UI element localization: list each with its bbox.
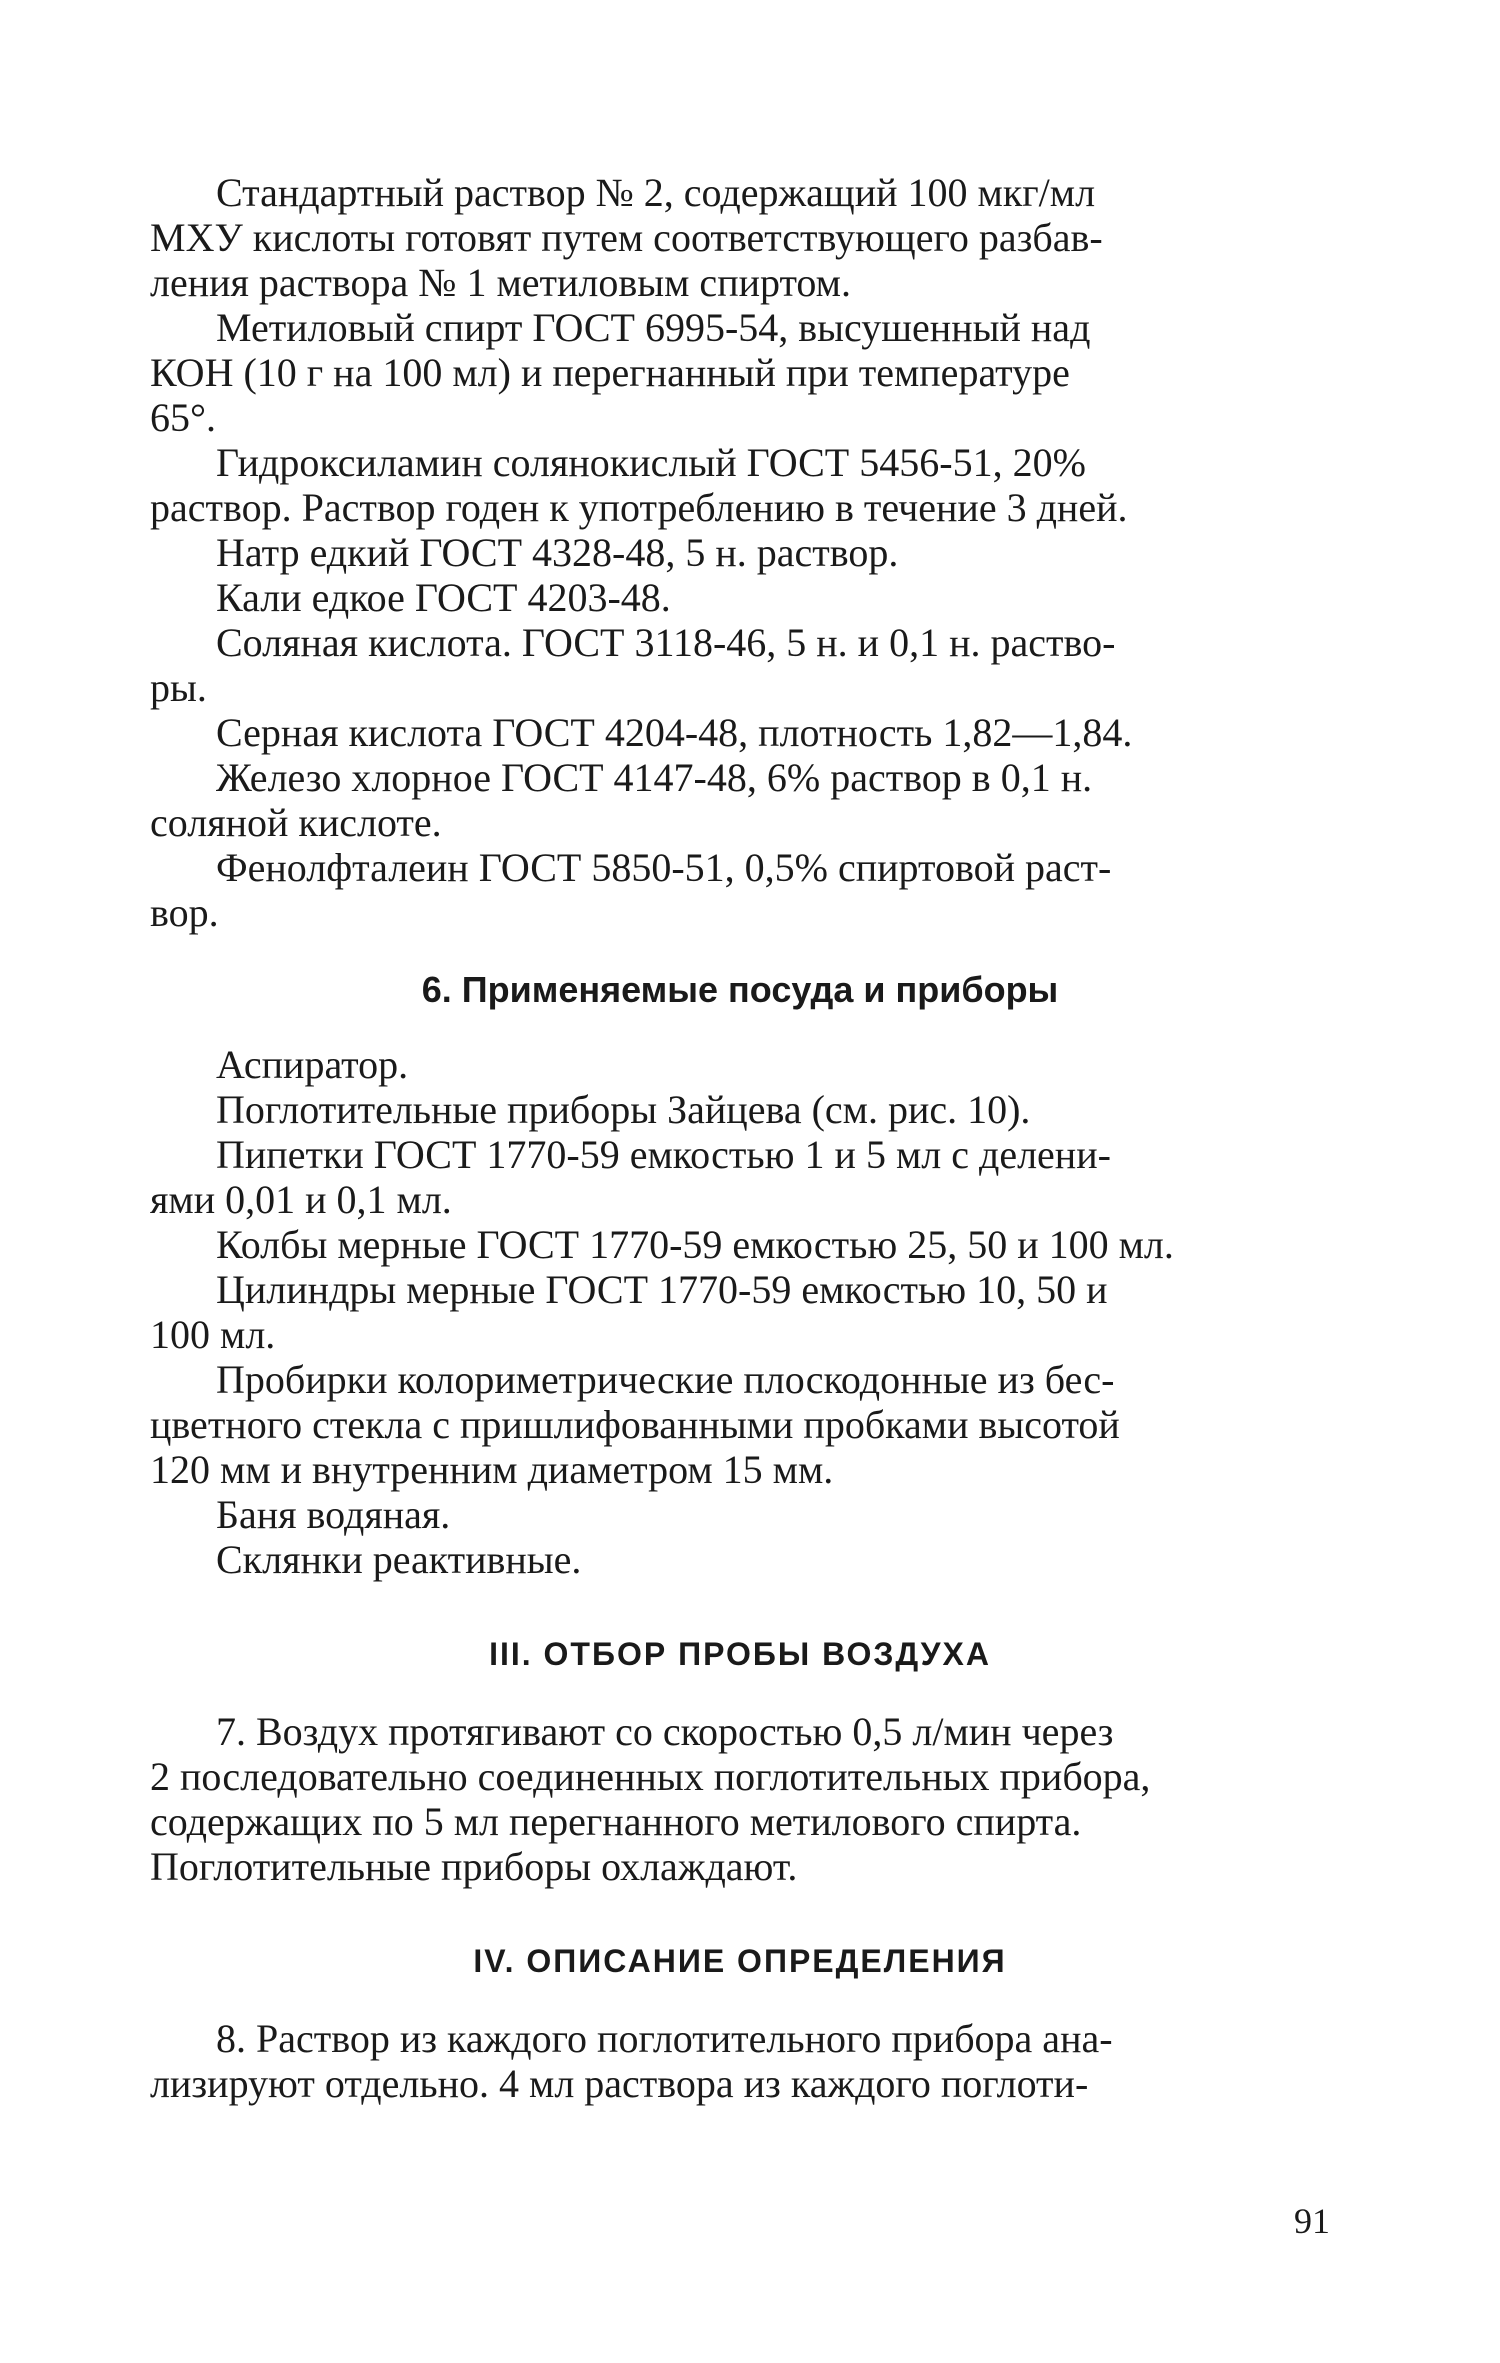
text-line: Пипетки ГОСТ 1770-59 емкостью 1 и 5 мл с делени- <box>216 1132 1111 1177</box>
text-line: ры. <box>150 665 207 710</box>
determination-paragraph <box>150 2016 1330 2106</box>
text-line: Натр едкий ГОСТ 4328-48, 5 н. раствор. <box>216 530 899 575</box>
text-line: соляной кислоте. <box>150 800 442 845</box>
text-line: лизируют отдельно. 4 мл раствора из каждого поглоти- <box>150 2061 1089 2106</box>
section-heading: III. ОТБОР ПРОБЫ ВОЗДУХА <box>489 1636 991 1672</box>
page-number: 91 <box>1294 2201 1330 2241</box>
subsection-heading: 6. Применяемые посуда и приборы <box>421 969 1059 1010</box>
text-line: МХУ кислоты готовят путем соответствующего разбав- <box>150 215 1103 260</box>
page-body <box>150 170 1330 2106</box>
text-line: Серная кислота ГОСТ 4204-48, плотность 1,82—1,84. <box>216 710 1133 755</box>
text-line: Цилиндры мерные ГОСТ 1770-59 емкостью 10, 50 и <box>216 1267 1108 1312</box>
equipment-list <box>150 1042 1330 1582</box>
text-line: 8. Раствор из каждого поглотительного прибора ана- <box>216 2016 1113 2061</box>
text-line: Колбы мерные ГОСТ 1770-59 емкостью 25, 50 и 100 мл. <box>216 1222 1174 1267</box>
text-line: цветного стекла с пришлифованными пробками высотой <box>150 1402 1120 1447</box>
text-line: Кали едкое ГОСТ 4203-48. <box>216 575 671 620</box>
text-line: 7. Воздух протягивают со скоростью 0,5 л/мин через <box>216 1709 1114 1754</box>
text-line: 2 последовательно соединенных поглотительных прибора, <box>150 1754 1151 1799</box>
text-line: Железо хлорное ГОСТ 4147-48, 6% раствор в 0,1 н. <box>216 755 1093 800</box>
section-heading: IV. ОПИСАНИЕ ОПРЕДЕЛЕНИЯ <box>473 1943 1007 1979</box>
text-line: 65°. <box>150 395 216 440</box>
text-line: Пробирки колориметрические плоскодонные из бес- <box>216 1357 1115 1402</box>
text-line: раствор. Раствор годен к употреблению в течение 3 дней. <box>150 485 1128 530</box>
text-line: ями 0,01 и 0,1 мл. <box>150 1177 452 1222</box>
text-line: содержащих по 5 мл перегнанного метилового спирта. <box>150 1799 1082 1844</box>
text-line: Баня водяная. <box>216 1492 451 1537</box>
text-line: Поглотительные приборы Зайцева (см. рис. 10). <box>216 1087 1031 1132</box>
text-line: 120 мм и внутренним диаметром 15 мм. <box>150 1447 834 1492</box>
text-line: Склянки реактивные. <box>216 1537 582 1582</box>
text-line: ления раствора № 1 метиловым спиртом. <box>150 260 851 305</box>
text-line: Фенолфталеин ГОСТ 5850-51, 0,5% спиртовой раст- <box>216 845 1112 890</box>
text-line: вор. <box>150 890 219 935</box>
text-line: Поглотительные приборы охлаждают. <box>150 1844 798 1889</box>
text-line: Стандартный раствор № 2, содержащий 100 мкг/мл <box>216 170 1096 215</box>
text-line: Гидроксиламин солянокислый ГОСТ 5456-51, 20% <box>216 440 1086 485</box>
text-line: 100 мл. <box>150 1312 276 1357</box>
text-line: Аспиратор. <box>216 1042 409 1087</box>
text-line: Соляная кислота. ГОСТ 3118-46, 5 н. и 0,1 н. раство- <box>216 620 1116 665</box>
text-line: КОН (10 г на 100 мл) и перегнанный при температуре <box>150 350 1070 395</box>
air-sampling-paragraph <box>150 1709 1330 1889</box>
text-line: Метиловый спирт ГОСТ 6995-54, высушенный над <box>216 305 1091 350</box>
reagents-list <box>150 170 1330 935</box>
